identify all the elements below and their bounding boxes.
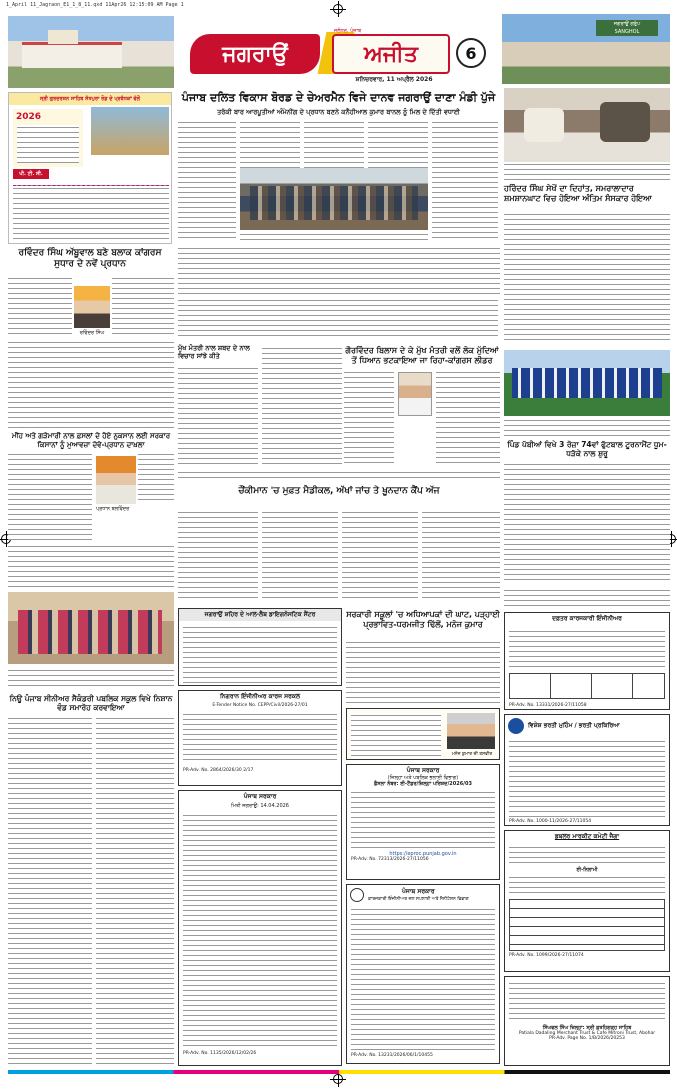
masthead-title-right: ਅਜੀਤ <box>364 41 418 67</box>
sarkar-text-col2 <box>138 452 174 504</box>
registration-mark-top <box>333 4 343 14</box>
page-number: 6 <box>456 38 486 68</box>
bottom-right-ad <box>504 976 670 1066</box>
sarkar-headline: ਮੀਂਹ ਅਤੇ ਗੜੇਮਾਰੀ ਨਾਲ ਫ਼ਸਲਾਂ ਦੇ ਹੋਏ ਨੁਕਸਾਨ ਲਈ ਸਰਕਾਰ ਕਿਸਾਨਾਂ ਨੂੰ ਮੁਆਵਜ਼ਾ ਦੇਵੇ-ਪ੍ਰਧਾਨ ਦਾਖ਼ਲਾ <box>11 432 171 449</box>
recruitment-ad <box>504 714 670 826</box>
medical-intro-text <box>178 470 500 482</box>
eo-ad <box>504 612 670 710</box>
left-ad-year: 2026 <box>16 112 42 122</box>
bottom-right-line1: ਸਿੰਘਵਲ ਸਿੰਘ ਜ਼ਿਲ੍ਹਾ: ਸ੍ਰੀ ਫ਼ਤਹਿਗੜ੍ਹ ਸਾਹਿਬ <box>542 1025 632 1031</box>
football-text <box>504 462 670 584</box>
medical-text-col2 <box>262 510 338 602</box>
columnist-caption: ਮਨੋਜ ਕੁਮਾਰ ਦੀ ਤਸਵੀਰ <box>451 752 493 757</box>
football-photo <box>504 350 670 416</box>
funeral-text <box>504 212 670 344</box>
lead-photo-caption <box>240 232 428 242</box>
left-ad-details <box>13 185 169 239</box>
school-event-photo <box>8 592 174 664</box>
eo-ad-table <box>509 673 665 699</box>
football-headline: ਪਿੰਡ ਪੱਬੀਆਂ ਵਿਖੇ 3 ਰੋਜ਼ਾ 74ਵਾਂ ਫੁੱਟਬਾਲ ਟੂਰਨਾਮੈਂਟ ਧੂਮ-ਧੜੱਕੇ ਨਾਲ ਸ਼ੁਰੂ <box>507 440 667 459</box>
lead-headline: ਪੰਜਾਬ ਦਲਿਤ ਵਿਕਾਸ ਬੋਰਡ ਦੇ ਚੇਅਰਮੈਨ ਵਿਜੇ ਦਾਨਵ ਜਗਰਾਉਂ ਦਾਣਾ ਮੰਡੀ ਪੁੱਜੇ <box>181 91 496 104</box>
masthead-title-left-box <box>190 34 320 74</box>
lead-text-col4 <box>368 120 428 168</box>
masthead-date: ਸ਼ਨਿਚਰਵਾਰ, 11 ਅਪ੍ਰੈਲ 2026 <box>355 76 433 83</box>
market-title: ਡਬਲਰ ਮਾਰਕੀਟ ਕਮੇਟੀ ਜੈਗਾ <box>554 833 620 840</box>
tender-pr-no: PR-Adv. No. 2864/2026/30 2/17 <box>183 768 254 773</box>
congress-text-col2 <box>112 276 174 336</box>
govt-emblem-icon <box>350 888 364 902</box>
medical-text-col3 <box>342 510 418 602</box>
school-photo-caption <box>8 668 174 690</box>
lead-text-continued <box>178 246 500 294</box>
schools-text <box>346 640 500 706</box>
right-text-bottom <box>504 588 670 608</box>
ps1-date: ਮਿਤੀ ਜਗਰਾਉਂ: 14.04.2026 <box>231 803 289 809</box>
ps3-pr-no: PR-Adv. No. 13231/2026/06/1/10455 <box>351 1053 433 1058</box>
eo-pr-no: PR-Adv. No. 13331/2026-27/11058 <box>509 703 587 708</box>
recruit-title: ਵਿਸ਼ੇਸ਼ ਭਰਤੀ ਮੁਹਿੰਮ / ਭਰਤੀ ਪ੍ਰਕਿਰਿਆ <box>528 722 620 729</box>
sarkar-photo-caption: ਪ੍ਰਧਾਨ ਬਲਵਿੰਦਰ <box>96 506 130 512</box>
gaurav-text-col1 <box>344 370 394 466</box>
gaurav-portrait <box>398 372 432 416</box>
funeral-photo-caption <box>504 162 670 180</box>
columnist-photo <box>447 713 495 749</box>
cm-headline: ਮੁੱਖ ਮੰਤਰੀ ਨਾਲ ਸ਼ਬਦ ਦੇ ਨਾਲ ਵਿਚਾਰ ਸਾਂਝੇ ਕੀਤੇ <box>178 344 250 361</box>
medical-headline: ਚੌਂਕੀਮਾਨ 'ਚ ਮੁਫ਼ਤ ਮੈਡੀਕਲ, ਅੱਖਾਂ ਜਾਂਚ ਤੇ ਖ਼ੂਨਦਾਨ ਕੈਂਪ ਅੱਜ <box>238 486 440 496</box>
masthead <box>182 28 490 86</box>
punjab-sarkar-ad-1 <box>178 790 342 1066</box>
congress-text-continued <box>8 340 174 428</box>
left-ad-badge: ਪੀ. ਟੀ. ਸੀ. <box>13 169 49 179</box>
sign-text: SANGHOL <box>614 29 640 35</box>
ps1-pr-no: PR-Adv. No. 1135/2026/12/02/26 <box>183 1051 257 1056</box>
bottom-right-line2: Patiala Dadaling Merchant Trust & Cafe Mitroni Trust, Abohar <box>518 1031 656 1036</box>
bottom-right-line3: PR-Adv. Page No. 1/B/2026/20253 <box>549 1036 625 1041</box>
ps3-title: ਪੰਜਾਬ ਸਰਕਾਰ <box>402 888 435 895</box>
gaurav-headline: ਗੌਰਵਿੰਦਰ ਬਿਲਾਸ ਦੇ ਕੇ ਮੁੱਖ ਮੰਤਰੀ ਵਲੋਂ ਲੋਕ ਮੁੱਦਿਆਂ ਤੋਂ ਧਿਆਨ ਭਟਕਾਇਆ ਜਾ ਰਿਹਾ-ਕਾਂਗਰਸ ਲੀਡਰ <box>345 346 499 365</box>
punjab-sarkar-ad-2 <box>346 764 500 880</box>
tender-ad <box>178 690 342 786</box>
header-photo-sign <box>502 14 670 84</box>
recruit-pr-no: PR-Adv. No. 1000-11/2026-27/11054 <box>509 819 592 824</box>
football-photo-caption <box>504 418 670 436</box>
sarkar-portrait <box>96 456 136 504</box>
left-ad-photo <box>91 107 169 155</box>
market-table <box>509 899 665 951</box>
lead-text-col1 <box>178 120 236 238</box>
congress-photo-caption: ਰਵਿੰਦਰ ਸਿੰਘ <box>79 330 105 336</box>
sarkar-text-col1 <box>8 452 92 540</box>
eo-ad-title: ਦਫ਼ਤਰ ਕਾਰਜਕਾਰੀ ਇੰਜੀਨੀਅਰ <box>552 615 622 622</box>
sainik-text-col2 <box>96 716 174 1066</box>
funeral-photo <box>504 88 670 162</box>
tender-notice-no: E-Tender Notice No. CEPP/Civil/2026-27/01 <box>212 703 308 708</box>
medical-text-col1 <box>178 510 258 602</box>
header-photo-building <box>8 16 174 88</box>
masthead-title-left: ਜਗਰਾਉਂ <box>222 41 288 66</box>
market-committee-ad <box>504 830 670 972</box>
ps2-url: https://eproc.punjab.gov.in <box>389 851 457 857</box>
sainik-text-col1 <box>8 716 92 1066</box>
punjab-sarkar-ad-3 <box>346 884 500 1064</box>
ps2-ref: ਫ਼ੈਸਲਾ ਨੰਬਰ: ਈ-ਟੈਂਡਰ/ਜ਼ਿਲ੍ਹਾ ਪਰਿਸ਼ਦ/2026/03 <box>374 781 472 787</box>
left-top-ad <box>8 92 172 244</box>
left-ad-title: ਸ੍ਰੀ ਗੁਰਦਰਸ਼ਨ ਸਾਹਿਬ ਸੰਤਪੁਰਾ ਰੋਡ ਦੇ ਪ੍ਰਬੰਧਕਾਂ ਵੱਲੋਂ <box>39 96 140 102</box>
diagnostic-ad-title: ਜਗਰਾਉਂ ਸ਼ਹਿਰ ਦੇ ਆਲ-ਲੈਬ ਡਾਇਗਨੋਸਟਿਕ ਸੈਂਟਰ <box>179 609 341 621</box>
funeral-headline: ਹਰਿੰਦਰ ਸਿੰਘ ਸੇਖੋਂ ਦਾ ਦਿਹਾਂਤ, ਸਮਰਾਲਾਦਾਰ ਸ਼ਮਸ਼ਾਨਘਾਟ ਵਿਚ ਹੋਇਆ ਅੰਤਿਮ ਸੰਸਕਾਰ ਹੋਇਆ <box>504 184 652 203</box>
lead-group-photo <box>240 168 428 230</box>
recruit-logo-icon <box>508 718 524 734</box>
cm-text-top <box>178 298 498 340</box>
ps2-subtitle: (ਜਿਲ੍ਹਾ ਅਤੇ ਪਬਲਿਕ ਭਲਾਈ ਵਿਭਾਗ) <box>387 775 459 781</box>
schools-headline: ਸਰਕਾਰੀ ਸਕੂਲਾਂ 'ਚ ਅਧਿਆਪਕਾਂ ਦੀ ਘਾਟ, ਪੜ੍ਹਾਈ ਪ੍ਰਭਾਵਿਤ-ਧਰਮਜੀਤ ਢਿੱਲੋਂ, ਮਨੋਜ ਕੁਮਾਰ <box>346 610 500 629</box>
congress-portrait <box>74 286 110 328</box>
congress-headline: ਰਵਿੰਦਰ ਸਿੰਘ ਅੱਬੂਵਾਲ ਬਣੇ ਬਲਾਕ ਕਾਂਗਰਸ ਸੁਧਾਰ ਦੇ ਨਵੇਂ ਪ੍ਰਧਾਨ <box>18 248 162 270</box>
sarkar-text-continued <box>8 544 174 588</box>
masthead-tagline: ਜਲੰਧਰ, ਪੰਜਾਬ <box>334 28 362 34</box>
columnist-box <box>346 708 500 760</box>
ps2-title: ਪੰਜਾਬ ਸਰਕਾਰ <box>406 767 440 774</box>
file-info-line: 1_April 11_Jagraon_E1_1_8_11.qxd 11Apr26 12:15:09 AM Page 1 <box>6 2 184 8</box>
market-section: ਈ-ਨਿਲਾਮੀ <box>576 867 598 873</box>
congress-text-col1 <box>8 276 72 336</box>
diagnostic-center-ad <box>178 608 342 686</box>
market-pr-no: PR-Adv. No. 1099/2026-27/11074 <box>509 953 584 958</box>
lead-subhead: ਤਰੱਕੀ ਬਾਰ ਆਰਪੂਤੀਆਂ ਅੰਮੇਨੀਂਗ ਦੇ ਪ੍ਰਧਾਨ ਬਣਨੇ ਕਨੈਹੀਆਲ ਕੁਮਾਰ ਬਾਨਲ ਨੂੰ ਮਿਲ ਦੇ ਦਿੱਤੀ ਵਧਾਈ <box>217 108 460 116</box>
color-registration-bar <box>8 1070 670 1074</box>
tender-ad-title: ਨਿਗਰਾਨ ਇੰਜੀਨੀਅਰ ਕਾਰਜ ਸਰਕਲ <box>220 693 300 700</box>
masthead-title-right-box <box>332 34 450 74</box>
cm-text-col2 <box>262 346 342 464</box>
ps2-pr-no: PR-Adv. No. 72313/2026-27/11056 <box>351 857 429 862</box>
ps1-title: ਪੰਜਾਬ ਸਰਕਾਰ <box>243 793 277 800</box>
lead-text-col3 <box>304 120 364 168</box>
sainik-headline: ਨਿਊ ਪੰਜਾਬ ਸੀਨੀਅਰ ਸੈਕੰਡਰੀ ਪਬਲਿਕ ਸਕੂਲ ਵਿਖੇ ਨਿਸ਼ਾਨ ਵੰਡ ਸਮਾਰੋਹ ਕਰਵਾਇਆ <box>9 694 173 713</box>
lead-text-col2 <box>240 120 300 168</box>
registration-mark-bottom <box>333 1074 343 1084</box>
cm-text-col1 <box>178 366 258 464</box>
sign-label: ਜਗਰਾਉਂ ਗਰੁੱਪ <box>613 21 641 27</box>
ps3-subtitle: ਕਾਰਜਕਾਰੀ ਇੰਜੀਨੀਅਰ ਜਲ ਸਪਲਾਈ ਅਤੇ ਸੈਨੀਟੇਸ਼ਨ ਵਿਭਾਗ <box>368 897 469 902</box>
medical-text-col4 <box>422 510 500 602</box>
gaurav-text-col2 <box>436 370 500 466</box>
lead-text-col5 <box>432 120 498 238</box>
